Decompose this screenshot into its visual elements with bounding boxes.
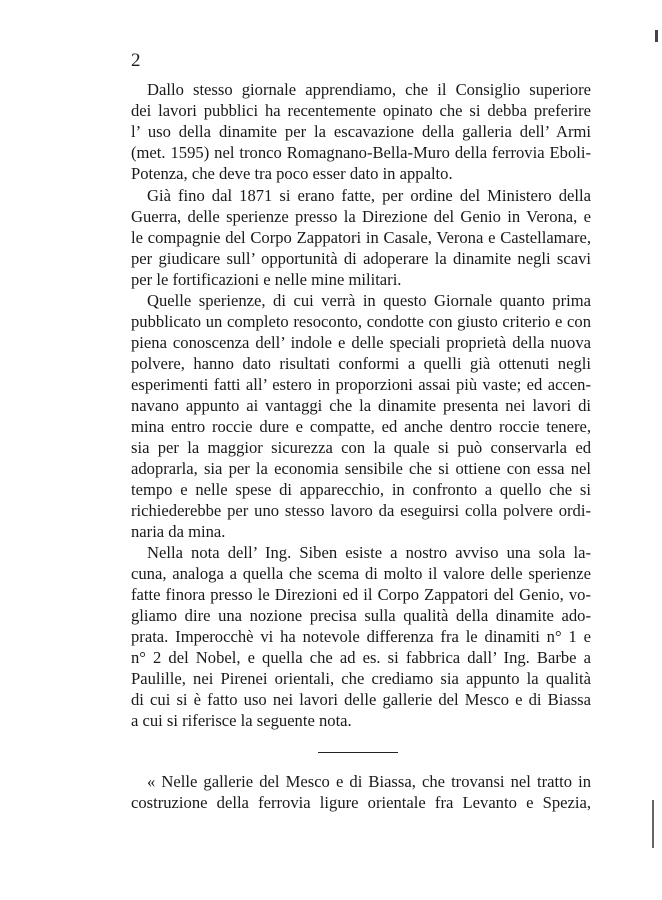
text-line: « Nelle gallerie del Mesco e di Biassa, che trovansi nel tratto in (147, 772, 591, 791)
text-line: esperimenti fatti all’ estero in proporzioni assai più vaste; ed accen- (131, 375, 591, 394)
text-line: piena conoscenza dell’ indole e delle speciali proprietà della nuova (131, 333, 591, 352)
text-line: di cui si è fatto uso nei lavori delle gallerie del Mesco e di Biassa (131, 690, 591, 709)
text-line: Dallo stesso giornale apprendiamo, che il Consiglio superiore (147, 80, 591, 99)
text-line: le compagnie del Corpo Zappatori in Casale, Verona e Castellamare, (131, 228, 591, 247)
text-line: richiederebbe per uno stesso lavoro da eseguirsi colla polvere ordi- (131, 501, 591, 520)
text-line: prata. Imperocchè vi ha notevole differenza fra le dinamiti n° 1 e (131, 627, 591, 646)
text-line: dei lavori pubblici ha recentemente opinato che si debba preferire (131, 101, 591, 120)
text-line: Già fino dal 1871 si erano fatte, per ordine del Ministero della (147, 186, 591, 205)
text-line: fatte finora presso le Direzioni ed il Corpo Zappatori del Genio, vo- (131, 585, 591, 604)
text-line: mina entro roccie dure e compatte, ed anche dentro roccie tenere, (131, 417, 591, 436)
text-line: Potenza, che deve tra poco esser dato in appalto. (131, 164, 453, 183)
text-line: per giudicare sull’ opportunità di adoperare la dinamite negli scavi (131, 249, 591, 268)
text-line: gliamo dire una nozione precisa sulla qualità della dinamite ado- (131, 606, 591, 625)
text-line: sia per la maggior sicurezza con la quale si può conservarla ed (131, 438, 591, 457)
text-line: per le fortificazioni e nelle mine militari. (131, 270, 402, 289)
section-divider (318, 752, 398, 753)
text-line: cuna, analoga a quella che scema di molto il valore delle sperienze (131, 564, 591, 583)
text-line: Nella nota dell’ Ing. Siben esiste a nostro avviso una sola la- (147, 543, 591, 562)
text-line: navano appunto ai vantaggi che la dinamite presenta nei lavori di (131, 396, 591, 415)
scan-edge-mark (652, 800, 654, 848)
scan-edge-mark (655, 30, 658, 42)
text-line: tempo e nelle spese di apparecchio, in confronto a quello che si (131, 480, 591, 499)
text-line: Quelle sperienze, di cui verrà in questo Giornale quanto prima (147, 291, 591, 310)
text-line: polvere, hanno dato risultati conformi a quelli già ottenuti negli (131, 354, 591, 373)
text-line: naria da mina. (131, 522, 226, 541)
text-line: n° 2 del Nobel, e quella che ad es. si fabbrica dall’ Ing. Barbe a (131, 648, 591, 667)
text-line: (met. 1595) nel tronco Romagnano-Bella-Muro della ferrovia Eboli- (131, 143, 591, 162)
page-number: 2 (131, 50, 141, 71)
text-line: Paulille, nei Pirenei orientali, che crediamo sia appunto la qualità (131, 669, 591, 688)
text-line: costruzione della ferrovia ligure orientale fra Levanto e Spezia, (131, 793, 591, 812)
text-line: a cui si riferisce la seguente nota. (131, 711, 352, 730)
text-line: l’ uso della dinamite per la escavazione della galleria dell’ Armi (131, 122, 591, 141)
text-line: pubblicato un completo resoconto, condotte con giusto criterio e con (131, 312, 591, 331)
text-line: Guerra, delle sperienze presso la Direzione del Genio in Verona, e (131, 207, 591, 226)
text-line: adoprarla, sia per la economia sensibile che si ottiene con essa nel (131, 459, 591, 478)
